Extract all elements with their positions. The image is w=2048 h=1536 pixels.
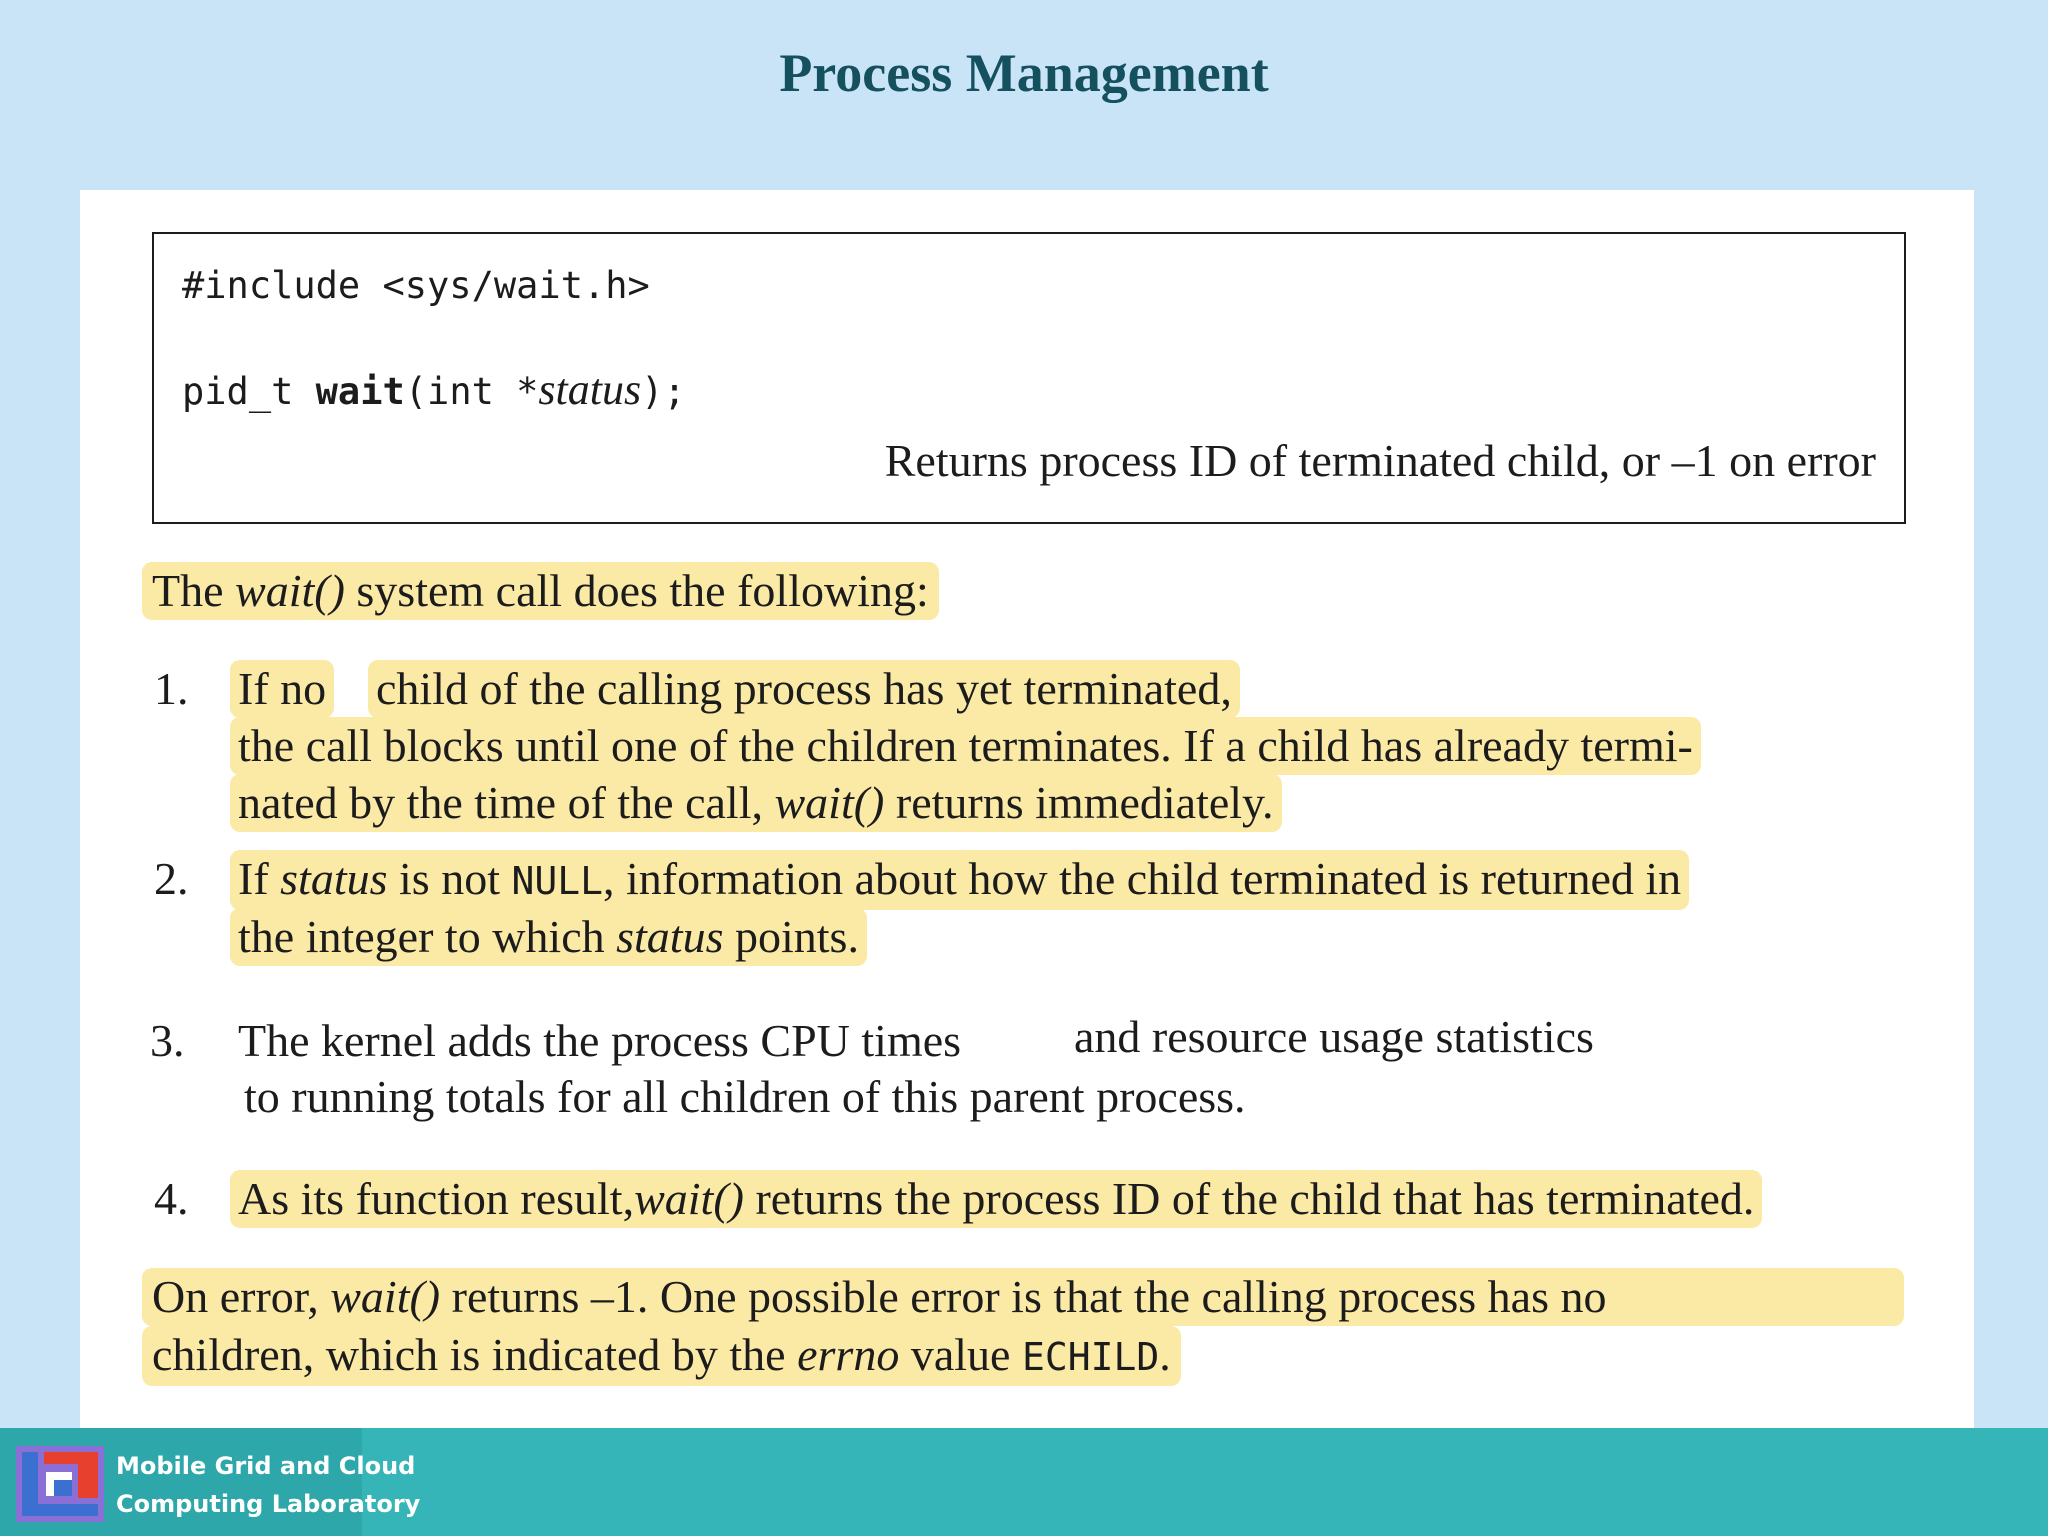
errno-word: errno	[797, 1329, 900, 1380]
item-1-line3-pre: nated by the time of the call,	[238, 777, 775, 828]
item-2-mid: is not	[387, 853, 512, 904]
page-title: Process Management	[779, 43, 1269, 103]
item-2-line2-pre: the integer to which	[238, 911, 617, 962]
item-4-post: returns the process ID of the child that has terminated.	[743, 1173, 1755, 1224]
error-line-1	[142, 1268, 1904, 1326]
lab-name-line2: Computing Laboratory	[116, 1490, 421, 1518]
item-3-line1b: and resource usage statistics	[1074, 1011, 1594, 1062]
error2-pre: children, which is indicated by the	[152, 1329, 798, 1380]
item-1-line1a: If no	[230, 660, 334, 718]
content-panel	[80, 190, 1974, 1428]
footer-bar	[0, 1428, 2048, 1536]
item-1-line3-post: returns immediately.	[884, 777, 1274, 828]
error-line-2	[142, 1326, 1181, 1386]
item-1-line2: the call blocks until one of the children terminates. If a child has already termi-	[230, 717, 1701, 775]
item-4-number: 4.	[154, 1173, 189, 1224]
item-2-post: , information about how the child terminated is returned in	[603, 853, 1682, 904]
returns-note: Returns process ID of terminated child, or –1 on error	[884, 435, 1876, 486]
error-func: wait()	[330, 1271, 441, 1322]
sig-param: status	[538, 365, 642, 414]
intro-func: wait()	[235, 565, 345, 616]
item-2-pre: If	[238, 853, 281, 904]
function-signature	[182, 364, 686, 415]
intro-pre: The	[152, 565, 236, 616]
error2-mid: value	[899, 1329, 1022, 1380]
item-1-number: 1.	[154, 663, 189, 714]
intro-post: system call does the following:	[344, 565, 929, 616]
item-4-line	[230, 1170, 1762, 1228]
item-2-param: status	[280, 853, 388, 904]
item-3-number: 3.	[150, 1015, 185, 1066]
item-2-null: NULL	[511, 859, 603, 903]
item-3-line2: to running totals for all children of this parent process.	[244, 1071, 1246, 1122]
item-2-number: 2.	[154, 853, 189, 904]
item-3-line1a: The kernel adds the process CPU times	[238, 1015, 962, 1066]
lab-name-line1: Mobile Grid and Cloud	[116, 1452, 416, 1480]
item-2-line2	[230, 908, 867, 966]
error-pre: On error,	[152, 1271, 331, 1322]
include-line: #include <sys/wait.h>	[182, 264, 650, 307]
item-2-line1	[230, 850, 1689, 910]
intro-line	[142, 562, 939, 620]
sig-paren: (int *	[404, 370, 539, 413]
item-4-func: wait()	[634, 1173, 744, 1224]
sig-end: );	[641, 370, 686, 413]
item-1-line1b: child of the calling process has yet terminated,	[368, 660, 1240, 718]
lab-logo	[0, 1428, 421, 1536]
error-post: One possible error is that the calling process has no	[648, 1271, 1607, 1322]
item-1-line3	[230, 774, 1282, 832]
lab-logo-icon	[16, 1446, 104, 1522]
item-1-line3-func: wait()	[774, 777, 885, 828]
error2-end: .	[1159, 1329, 1171, 1380]
item-2-line2-param: status	[616, 911, 724, 962]
item-4-pre: As its function result,	[238, 1173, 635, 1224]
error-mid: returns –1.	[440, 1271, 649, 1322]
sig-type: pid_t	[182, 370, 316, 413]
item-2-line2-post: points.	[723, 911, 859, 962]
echild-code: ECHILD	[1021, 1335, 1160, 1379]
code-box	[152, 232, 1906, 524]
sig-func: wait	[315, 370, 405, 413]
